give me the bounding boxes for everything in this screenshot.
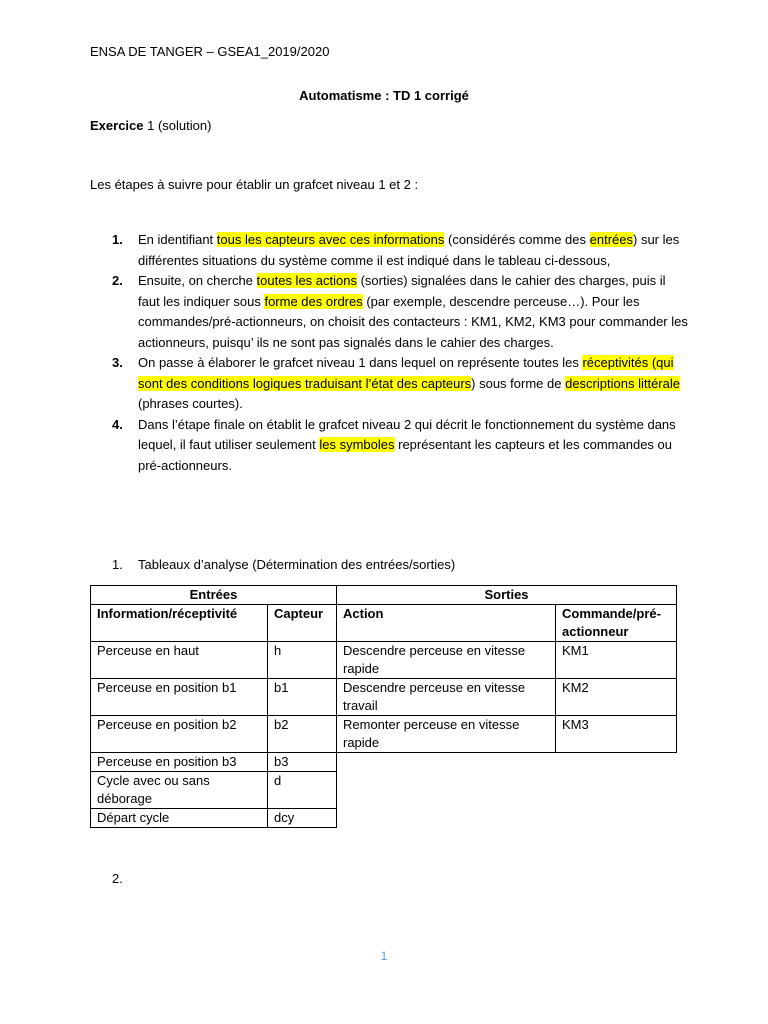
cell-commande: KM3 xyxy=(556,716,677,753)
empty-cell xyxy=(556,753,677,772)
step-text: Dans l’étape finale on établit le grafcet niveau 2 qui décrit le fonctionnement du système dans lequel, il faut utiliser seulement xyxy=(138,416,676,452)
cell-commande: KM2 xyxy=(556,679,677,716)
cell-capteur: b3 xyxy=(268,753,337,772)
inputs-group-header: Entrées xyxy=(91,586,337,605)
intro-paragraph: Les étapes à suivre pour établir un grafcet niveau 1 et 2 : xyxy=(90,177,419,192)
step-text: Ensuite, on cherche xyxy=(138,273,257,288)
table-row xyxy=(91,679,677,716)
document-title: Automatisme : TD 1 corrigé xyxy=(299,88,469,103)
section-number: 1. xyxy=(112,557,123,572)
table-group-header-row xyxy=(91,586,677,605)
highlighted-text: les symboles xyxy=(319,437,395,452)
highlighted-text: toutes les actions xyxy=(256,273,357,288)
cell-capteur: b1 xyxy=(268,679,337,716)
steps-list xyxy=(90,230,690,476)
empty-cell xyxy=(556,772,677,809)
step-text: En identifiant xyxy=(138,232,217,247)
table-row xyxy=(91,642,677,679)
cell-action: Remonter perceuse en vitesse rapide xyxy=(337,716,556,753)
cell-capteur: dcy xyxy=(268,809,337,828)
table-row xyxy=(91,809,677,828)
empty-cell xyxy=(337,753,556,772)
outputs-group-header: Sorties xyxy=(337,586,677,605)
exercise-label: Exercice xyxy=(90,118,144,133)
column-header-commande: Commande/pré-actionneur xyxy=(556,605,677,642)
section-title: Tableaux d’analyse (Détermination des entrées/sorties) xyxy=(138,557,456,572)
step-text: On passe à élaborer le grafcet niveau 1 dans lequel on représente toutes les xyxy=(138,355,583,370)
empty-cell xyxy=(556,809,677,828)
table-row xyxy=(91,753,677,772)
exercise-suffix: 1 (solution) xyxy=(143,118,212,133)
step-number: 2. xyxy=(112,273,123,288)
column-header-action: Action xyxy=(337,605,556,642)
cell-commande: KM1 xyxy=(556,642,677,679)
empty-cell xyxy=(337,809,556,828)
column-header-capteur: Capteur xyxy=(268,605,337,642)
table-column-header-row xyxy=(91,605,677,642)
step-text: (considérés comme des xyxy=(444,232,590,247)
step-text: (par exemple, descendre perceuse…). Pour les commandes/pré-actionneurs, on choisit des contacteurs : KM1, KM2, KM3 pour commander les actionneurs, puisqu’ ils ne sont pas signalés dans le cahier des charges. xyxy=(138,293,688,350)
page-number: 1 xyxy=(380,949,388,963)
cell-capteur: b2 xyxy=(268,716,337,753)
step-number: 1. xyxy=(112,232,123,247)
exercise-heading xyxy=(90,116,211,137)
cell-information: Perceuse en position b3 xyxy=(91,753,268,772)
cell-action: Descendre perceuse en vitesse travail xyxy=(337,679,556,716)
cell-information: Cycle avec ou sans déborage xyxy=(91,772,268,809)
table-row xyxy=(91,772,677,809)
highlighted-text: forme des ordres xyxy=(264,293,363,309)
cell-information: Perceuse en haut xyxy=(91,642,268,679)
column-header-information: Information/réceptivité xyxy=(91,605,268,642)
highlighted-text: réceptivités (qui sont des conditions logiques traduisant l’état des capteurs xyxy=(138,355,674,391)
step-text: ) sur les différentes situations du système comme il est indiqué dans le tableau ci-dessous, xyxy=(138,232,680,268)
cell-information: Perceuse en position b2 xyxy=(91,716,268,753)
cell-information: Départ cycle xyxy=(91,809,268,828)
step-text: représentant les capteurs et les commandes ou pré-actionneurs. xyxy=(138,437,672,473)
cell-capteur: h xyxy=(268,642,337,679)
step-item xyxy=(90,353,690,415)
section-number: 2. xyxy=(112,870,123,886)
step-text: (sorties) signalées dans le cahier des charges, puis il faut les indiquer sous xyxy=(138,273,666,309)
highlighted-text: entrées xyxy=(589,232,633,247)
highlighted-text: tous les capteurs avec ces informations xyxy=(216,232,445,247)
section-analysis-heading xyxy=(90,555,738,576)
step-item xyxy=(90,271,690,353)
step-number: 4. xyxy=(112,416,123,432)
step-number: 3. xyxy=(112,355,123,370)
step-text: ) sous forme de xyxy=(471,375,566,391)
document-header: ENSA DE TANGER – GSEA1_2019/2020 xyxy=(90,44,330,59)
highlighted-text: descriptions littérale xyxy=(565,375,680,391)
cell-information: Perceuse en position b1 xyxy=(91,679,268,716)
step-text: (phrases courtes). xyxy=(138,396,243,411)
empty-cell xyxy=(337,772,556,809)
cell-capteur: d xyxy=(268,772,337,809)
cell-action: Descendre perceuse en vitesse rapide xyxy=(337,642,556,679)
table-row xyxy=(91,716,677,753)
analysis-table xyxy=(90,585,677,828)
step-item xyxy=(90,415,690,477)
step-item xyxy=(90,230,690,271)
